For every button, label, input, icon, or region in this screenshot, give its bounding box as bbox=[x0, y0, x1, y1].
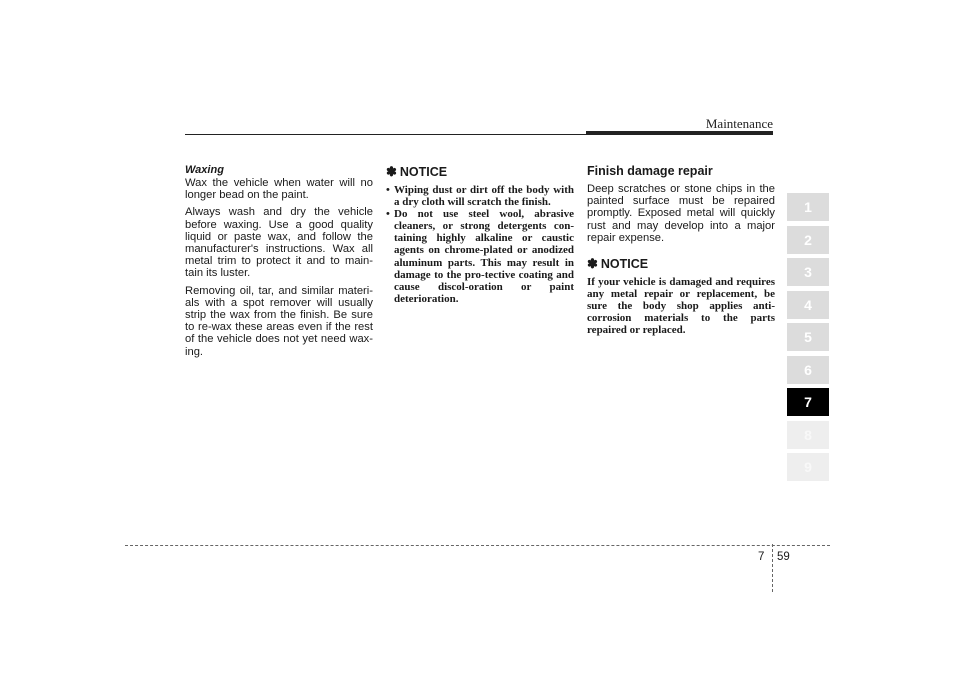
notice-body: If your vehicle is damaged and requires any metal repair or replacement, be sure the body shop applies anti-corrosion materials to the parts repaired or replaced. bbox=[587, 276, 775, 337]
waxing-paragraph: Always wash and dry the vehicle before waxing. Use a good quality liquid or paste wax, and follow the manufacturer's instructions. Wax all metal trim to protect it and to main-tain its luster. bbox=[185, 206, 373, 280]
waxing-subheading: Waxing bbox=[185, 164, 224, 176]
section-title: Maintenance bbox=[705, 116, 773, 131]
notice-title: NOTICE bbox=[399, 165, 448, 179]
finish-repair-heading: Finish damage repair bbox=[587, 164, 713, 178]
header-rule-accent bbox=[586, 131, 773, 135]
notice-heading bbox=[386, 164, 574, 180]
footer-divider bbox=[772, 544, 773, 592]
finish-repair-body: Deep scratches or stone chips in the painted surface must be repaired promptly. Exposed metal will quickly rust and may develop into a major repair expense. bbox=[587, 183, 775, 244]
chapter-tab-8[interactable]: 8 bbox=[787, 421, 829, 449]
left-column bbox=[185, 164, 373, 363]
chapter-tab-3[interactable]: 3 bbox=[787, 258, 829, 286]
notice-list bbox=[386, 184, 574, 305]
chapter-tab-4[interactable]: 4 bbox=[787, 291, 829, 319]
footer-page-number: 59 bbox=[777, 551, 790, 563]
notice-star-icon: ✽ bbox=[386, 164, 397, 179]
chapter-tab-7[interactable]: 7 bbox=[787, 388, 829, 416]
notice-heading bbox=[587, 256, 775, 272]
notice-title: NOTICE bbox=[600, 257, 649, 272]
chapter-tabs bbox=[787, 193, 829, 486]
chapter-tab-6[interactable]: 6 bbox=[787, 356, 829, 384]
waxing-paragraph: Removing oil, tar, and similar materi-als with a spot remover will usually strip the wax from the finish. Be sure to re-wax these areas even if the rest of the vehicle does not yet need wax-ing. bbox=[185, 284, 373, 358]
chapter-tab-5[interactable]: 5 bbox=[787, 323, 829, 351]
notice-list-item: • Wiping dust or dirt off the body with a dry cloth will scratch the finish. bbox=[386, 184, 574, 208]
chapter-tab-1[interactable]: 1 bbox=[787, 193, 829, 221]
footer-chapter-number: 7 bbox=[758, 551, 765, 563]
chapter-tab-9[interactable]: 9 bbox=[787, 453, 829, 481]
chapter-tab-2[interactable]: 2 bbox=[787, 226, 829, 254]
notice-list-item: • Do not use steel wool, abrasive cleaners, or strong detergents con-taining highly alkaline or caustic agents on chrome-plated or anodized aluminum parts. This may result in damage to the pro-tective coating and cause discol-oration or paint deterioration. bbox=[386, 208, 574, 305]
notice-star-icon: ✽ bbox=[587, 256, 598, 272]
right-column bbox=[587, 164, 775, 336]
waxing-paragraph: Wax the vehicle when water will no longer bead on the paint. bbox=[185, 177, 373, 202]
footer-rule bbox=[125, 545, 830, 546]
middle-column bbox=[386, 164, 574, 305]
